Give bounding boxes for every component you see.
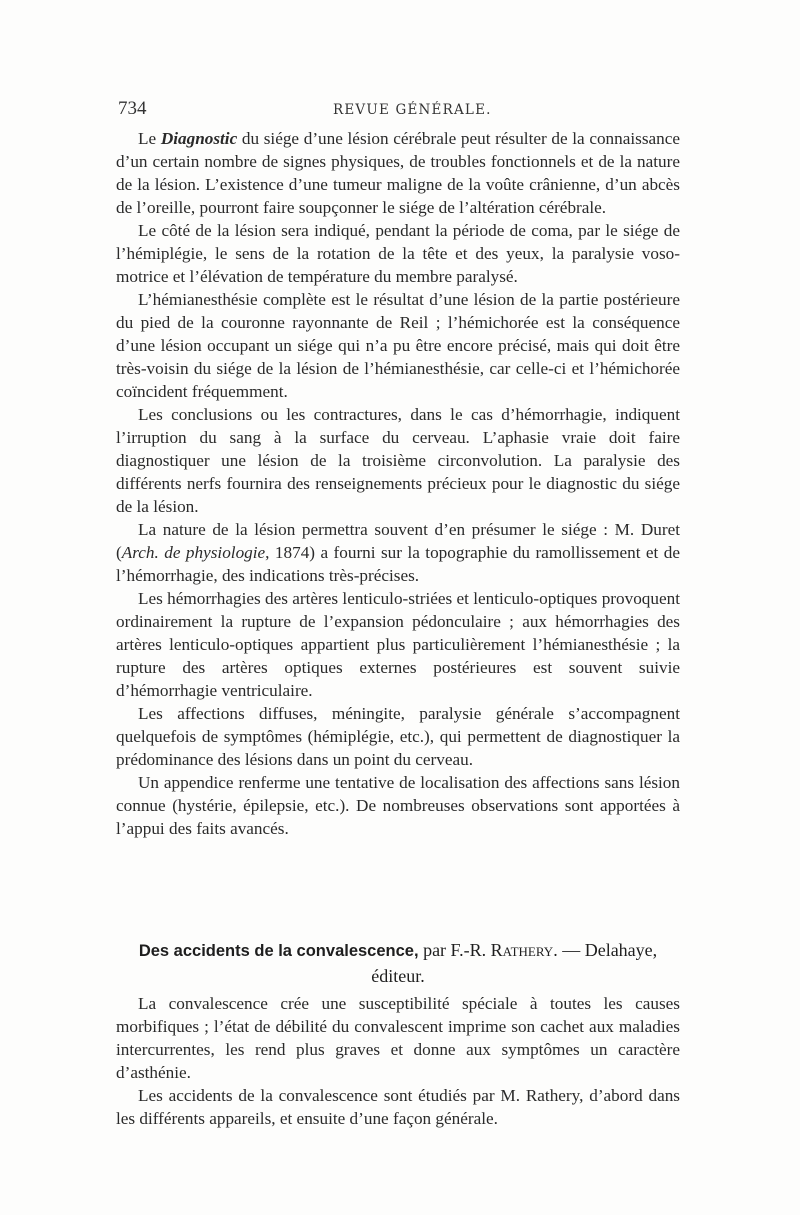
main-text [116, 127, 680, 840]
paragraph-hemorrhagies: Les hémorrhagies des artères lenticulo-striées et lenticulo-optiques provoquent ordinairement la rupture de l’expansion pédonculaire ; aux hémorrhagies des artères lenticulo-optiques appartient plus particulièrement l’hémianesthésie ; la rupture des artères optiques externes postérieures est souvent suivie d’hémorrhagie ventriculaire. [116, 589, 680, 700]
emphasis-term: Diagnostic [160, 129, 238, 148]
section-by: par F.-R. [418, 940, 491, 960]
section-title: Des accidents de la convalescence, [138, 942, 419, 960]
section-author: Rathery [490, 940, 554, 960]
paragraph-text: du siége d’une lésion cérébrale peut résulter de la connaissance d’un certain nombre de signes physiques, de troubles fonctionnels et de la nature de la lésion. L’existence d’une tumeur maligne de la voûte crânienne, d’un abcès de l’oreille, pourront faire soupçonner le siége de l’altération cérébrale. [116, 129, 680, 217]
paragraph-appendice: Un appendice renferme une tentative de localisation des affections sans lésion connue (hystérie, épilepsie, etc.). De nombreuses observations sont apportées à l’appui des faits avancés. [116, 773, 680, 838]
citation-title: Arch. de physiologie [121, 543, 266, 562]
paragraph-lead: La nature de la lésion permettra souvent d’en présumer le siége : M. Duret ( [116, 520, 680, 562]
paragraph-accidents: Les accidents de la convalescence sont étudiés par M. Rathery, d’abord dans les différents appareils, et ensuite d’une façon générale. [116, 1086, 680, 1128]
section-publisher: . — Delahaye, éditeur. [371, 940, 658, 986]
paragraph-hemianesthesie: L’hémianesthésie complète est le résultat d’une lésion de la partie postérieure du pied de la couronne rayonnante de Reil ; l’hémichorée est la conséquence d’une lésion occupant un siége qui n’a pu être encore précisé, mais qui doit être très-voisin du siége de la lésion de l’hémianesthésie, car celle-ci et l’hémichorée coïncident fréquemment. [116, 290, 680, 401]
running-head: REVUE GÉNÉRALE. [333, 102, 492, 118]
paragraph-nature-lesion [116, 518, 680, 587]
review-text [116, 992, 680, 1130]
paragraph-diagnostic [116, 127, 680, 219]
paragraph-affections-diffuses: Les affections diffuses, méningite, paralysie générale s’accompagnent quelquefois de symptômes (hémiplégie, etc.), qui permettent de diagnostiquer la prédominance des lésions dans un point du cerveau. [116, 704, 680, 769]
paragraph-conclusions: Les conclusions ou les contractures, dans le cas d’hémorrhagie, indiquent l’irruption du sang à la surface du cerveau. L’aphasie vraie doit faire diagnostiquer une lésion de la troisième circonvolution. La paralysie des différents nerfs fournira des renseignements précieux pour le diagnostic du siége de la lésion. [116, 405, 680, 516]
paragraph-convalescence: La convalescence crée une susceptibilité spéciale à toutes les causes morbifiques ; l’état de débilité du convalescent imprime son cachet aux maladies intercurrentes, les rend plus graves et donne aux symptômes un caractère d’asthénie. [116, 994, 680, 1082]
page-header [118, 98, 678, 124]
paragraph-text: , 1874) a fourni sur la topographie du ramollissement et de l’hémorrhagie, des indications très-précises. [116, 543, 680, 585]
paragraph-lead: Le [138, 129, 161, 148]
page-number: 734 [118, 98, 147, 119]
section-heading [116, 938, 680, 989]
paragraph-cote-lesion: Le côté de la lésion sera indiqué, pendant la période de coma, par le siége de l’hémiplégie, le sens de la rotation de la tête et des yeux, la paralysie voso-motrice et l’élévation de température du membre paralysé. [116, 221, 680, 286]
